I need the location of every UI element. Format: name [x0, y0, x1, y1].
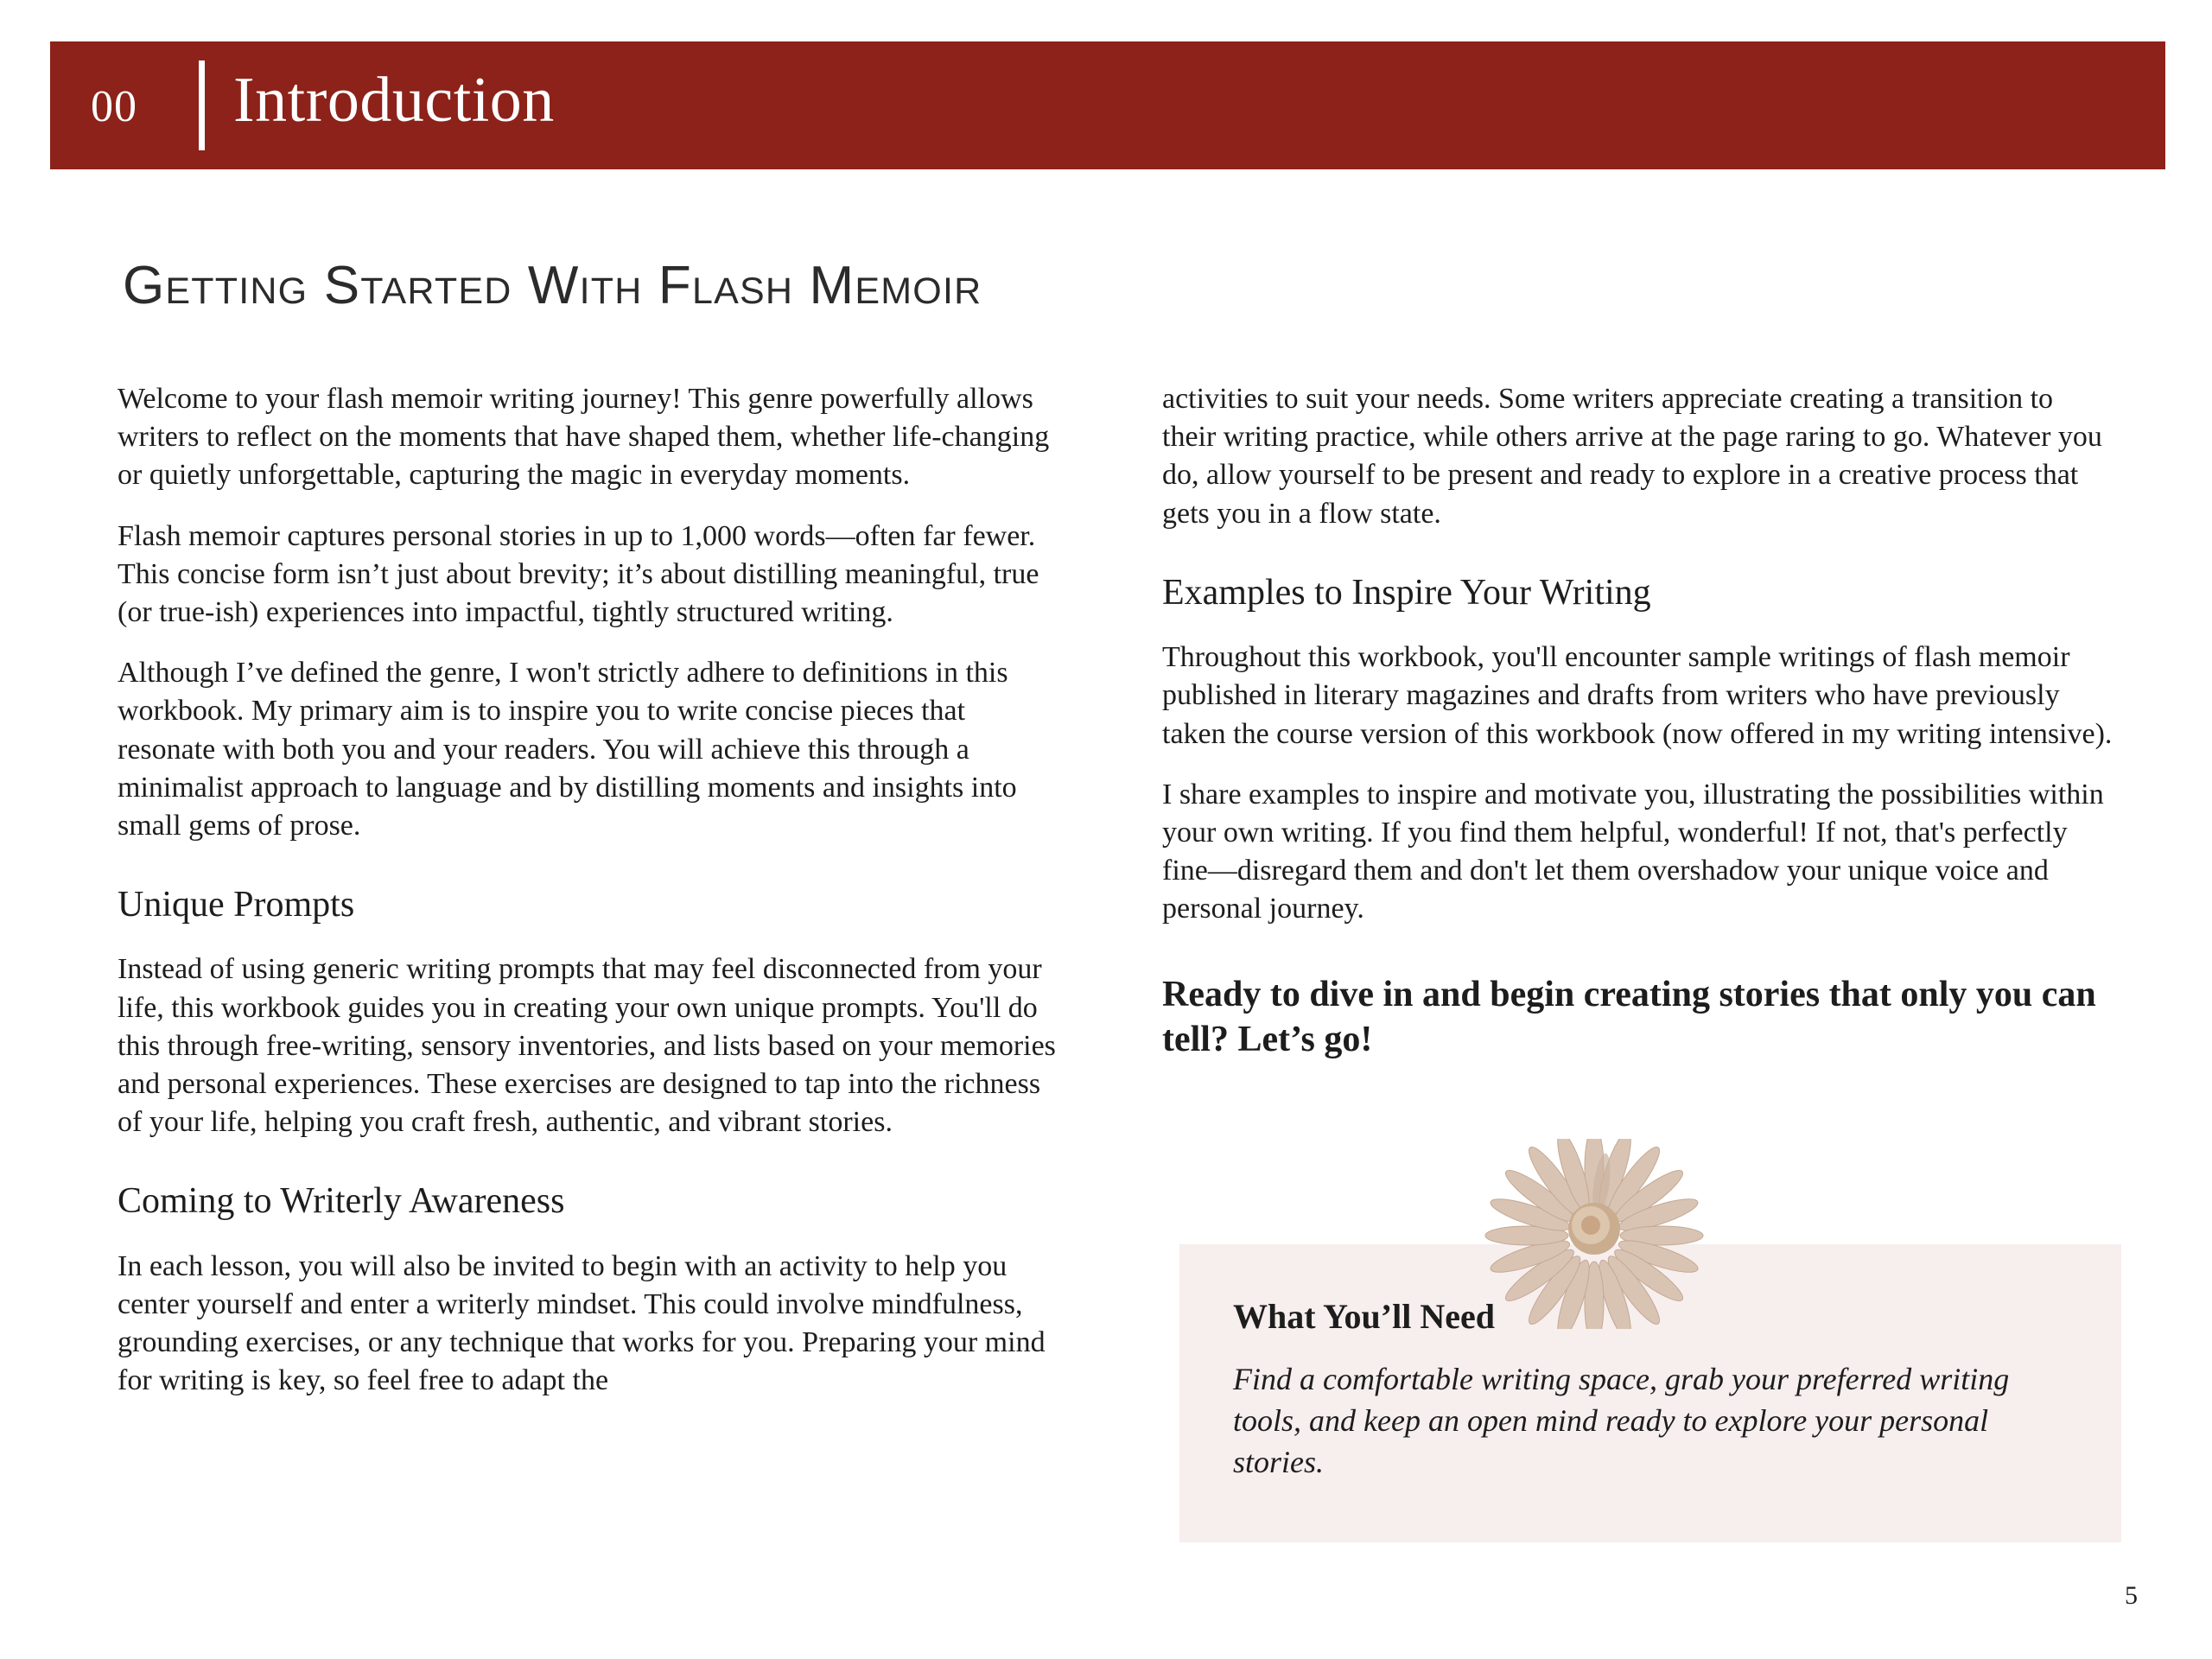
call-to-action-text: Ready to dive in and begin creating stories that only you can tell? Let’s go!	[1162, 975, 2096, 1059]
callout-title: What You’ll Need	[1233, 1297, 1495, 1336]
subheading-examples-to-inspire-your-writing: Examples to Inspire Your Writing	[1162, 572, 1651, 613]
right-text-column	[1162, 380, 2113, 1079]
chapter-header-band	[50, 41, 2165, 169]
paragraph: Welcome to your flash memoir writing journey! This genre powerfully allows writers to reflect on the moments that have shaped them, whether life-changing or quietly unforgettable, capturing the magic in everyday moments.	[118, 383, 1050, 492]
paragraph: I share examples to inspire and motivate you, illustrating the possibilities within your own writing. If you find them helpful, wonderful! If not, that's perfectly fine—disregard them and don't let them overshadow your unique voice and personal journey.	[1162, 778, 2104, 925]
paragraph: In each lesson, you will also be invited to begin with an activity to help you center yourself and enter a writerly mindset. This could involve mindfulness, grounding exercises, or any technique that works for you. Preparing your mind for writing is key, so feel free to adapt the	[118, 1249, 1046, 1397]
chapter-title: Introduction	[233, 65, 555, 136]
paragraph: activities to suit your needs. Some writers appreciate creating a transition to their writing practice, while others arrive at the page raring to go. Whatever you do, allow yourself to be present and ready to explore in a creative process that gets you in a flow state.	[1162, 383, 2102, 530]
callout-body-text: Find a comfortable writing space, grab your preferred writing tools, and keep an open mind ready to explore your personal stories.	[1233, 1362, 2010, 1479]
page-number: 5	[2125, 1581, 2138, 1610]
chapter-number-box	[50, 41, 178, 169]
header-divider-rule	[199, 60, 205, 150]
paragraph: Flash memoir captures personal stories in up to 1,000 words—often far fewer. This concise form isn’t just about brevity; it’s about distilling meaningful, true (or true-ish) experiences into impactful, tightly structured writing.	[118, 519, 1039, 628]
left-text-column	[118, 380, 1068, 1423]
daisy-flower-icon	[1482, 1139, 1707, 1329]
chapter-number: 00	[91, 82, 137, 131]
subheading-unique-prompts: Unique Prompts	[118, 885, 355, 925]
subheading-coming-to-writerly-awareness: Coming to Writerly Awareness	[118, 1181, 565, 1222]
paragraph: Although I’ve defined the genre, I won't strictly adhere to definitions in this workbook. My primary aim is to inspire you to write concise pieces that resonate with both you and your readers. You will achieve this through a minimalist approach to language and by distilling moments and insights into small gems of prose.	[118, 657, 1017, 842]
paragraph: Throughout this workbook, you'll encounter sample writings of flash memoir published in literary magazines and drafts from writers who have previously taken the course version of this workbook (now offered in my writing intensive).	[1162, 641, 2113, 750]
page-title: Getting Started With Flash Memoir	[123, 256, 982, 315]
paragraph: Instead of using generic writing prompts that may feel disconnected from your life, this workbook guides you in creating your own unique prompts. You'll do this through free-writing, sensory inventories, and lists based on your memories and personal experiences. These exercises are designed to tap into the richness of your life, helping you craft fresh, authentic, and vibrant stories.	[118, 953, 1056, 1139]
